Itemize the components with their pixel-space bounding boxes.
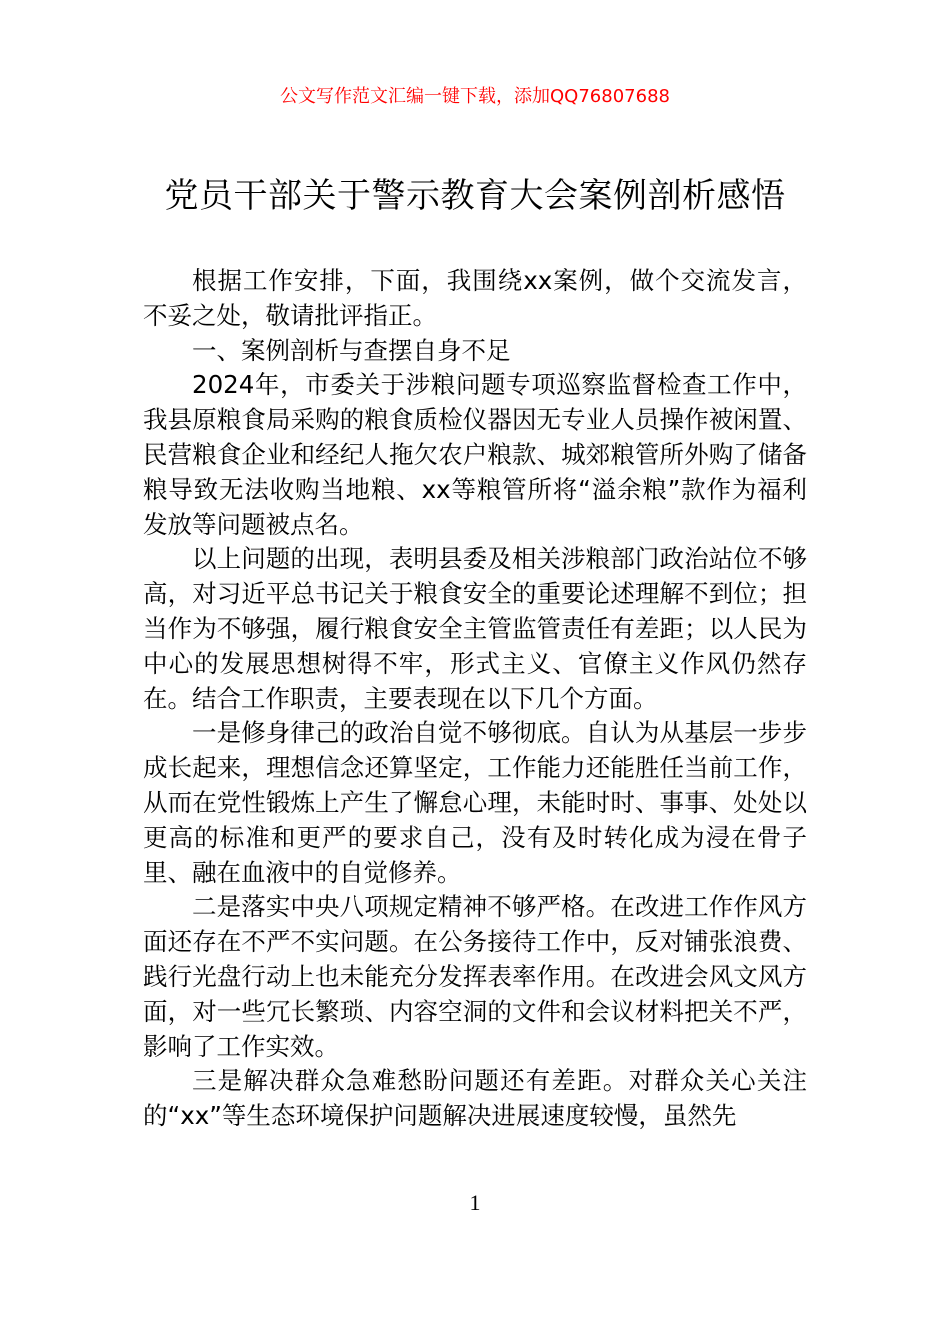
paragraph-intro: 根据工作安排，下面，我围绕xx案例，做个交流发言，不妥之处，敬请批评指正。	[143, 266, 807, 330]
download-banner: 公文写作范文汇编一键下载，添加QQ76807688	[280, 86, 670, 107]
paragraph-point-three: 三是解决群众急难愁盼问题还有差距。对群众关心关注的“xx”等生态环境保护问题解决进展速度较慢，虽然先	[143, 1066, 807, 1131]
section-heading: 一、案例剖析与查摆自身不足	[192, 335, 511, 365]
paragraph-case: 2024年，市委关于涉粮问题专项巡察监督检查工作中，我县原粮食局采购的粮食质检仪器因无专业人员操作被闲置、民营粮食企业和经纪人拖欠农户粮款、城郊粮管所外购了储备粮导致无法收购当地粮、xx等粮管所将“溢余粮”款作为福利发放等问题被点名。	[143, 370, 807, 539]
document-body	[143, 264, 807, 1134]
paragraph-point-two: 二是落实中央八项规定精神不够严格。在改进工作作风方面还存在不严不实问题。在公务接待工作中，反对铺张浪费、践行光盘行动上也未能充分发挥表率作用。在改进会风文风方面，对一些冗长繁琐、内容空洞的文件和会议材料把关不严，影响了工作实效。	[143, 892, 807, 1061]
paragraph-point-one: 一是修身律己的政治自觉不够彻底。自认为从基层一步步成长起来，理想信念还算坚定，工作能力还能胜任当前工作，从而在党性锻炼上产生了懈怠心理，未能时时、事事、处处以更高的标准和更严的要求自己，没有及时转化成为浸在骨子里、融在血液中的自觉修养。	[143, 718, 807, 887]
page-number: 1	[469, 1190, 481, 1215]
paragraph-analysis: 以上问题的出现，表明县委及相关涉粮部门政治站位不够高，对习近平总书记关于粮食安全的重要论述理解不到位；担当作为不够强，履行粮食安全主管监管责任有差距；以人民为中心的发展思想树得不牢，形式主义、官僚主义作风仍然存在。结合工作职责，主要表现在以下几个方面。	[143, 544, 807, 713]
document-title: 党员干部关于警示教育大会案例剖析感悟	[164, 176, 786, 216]
